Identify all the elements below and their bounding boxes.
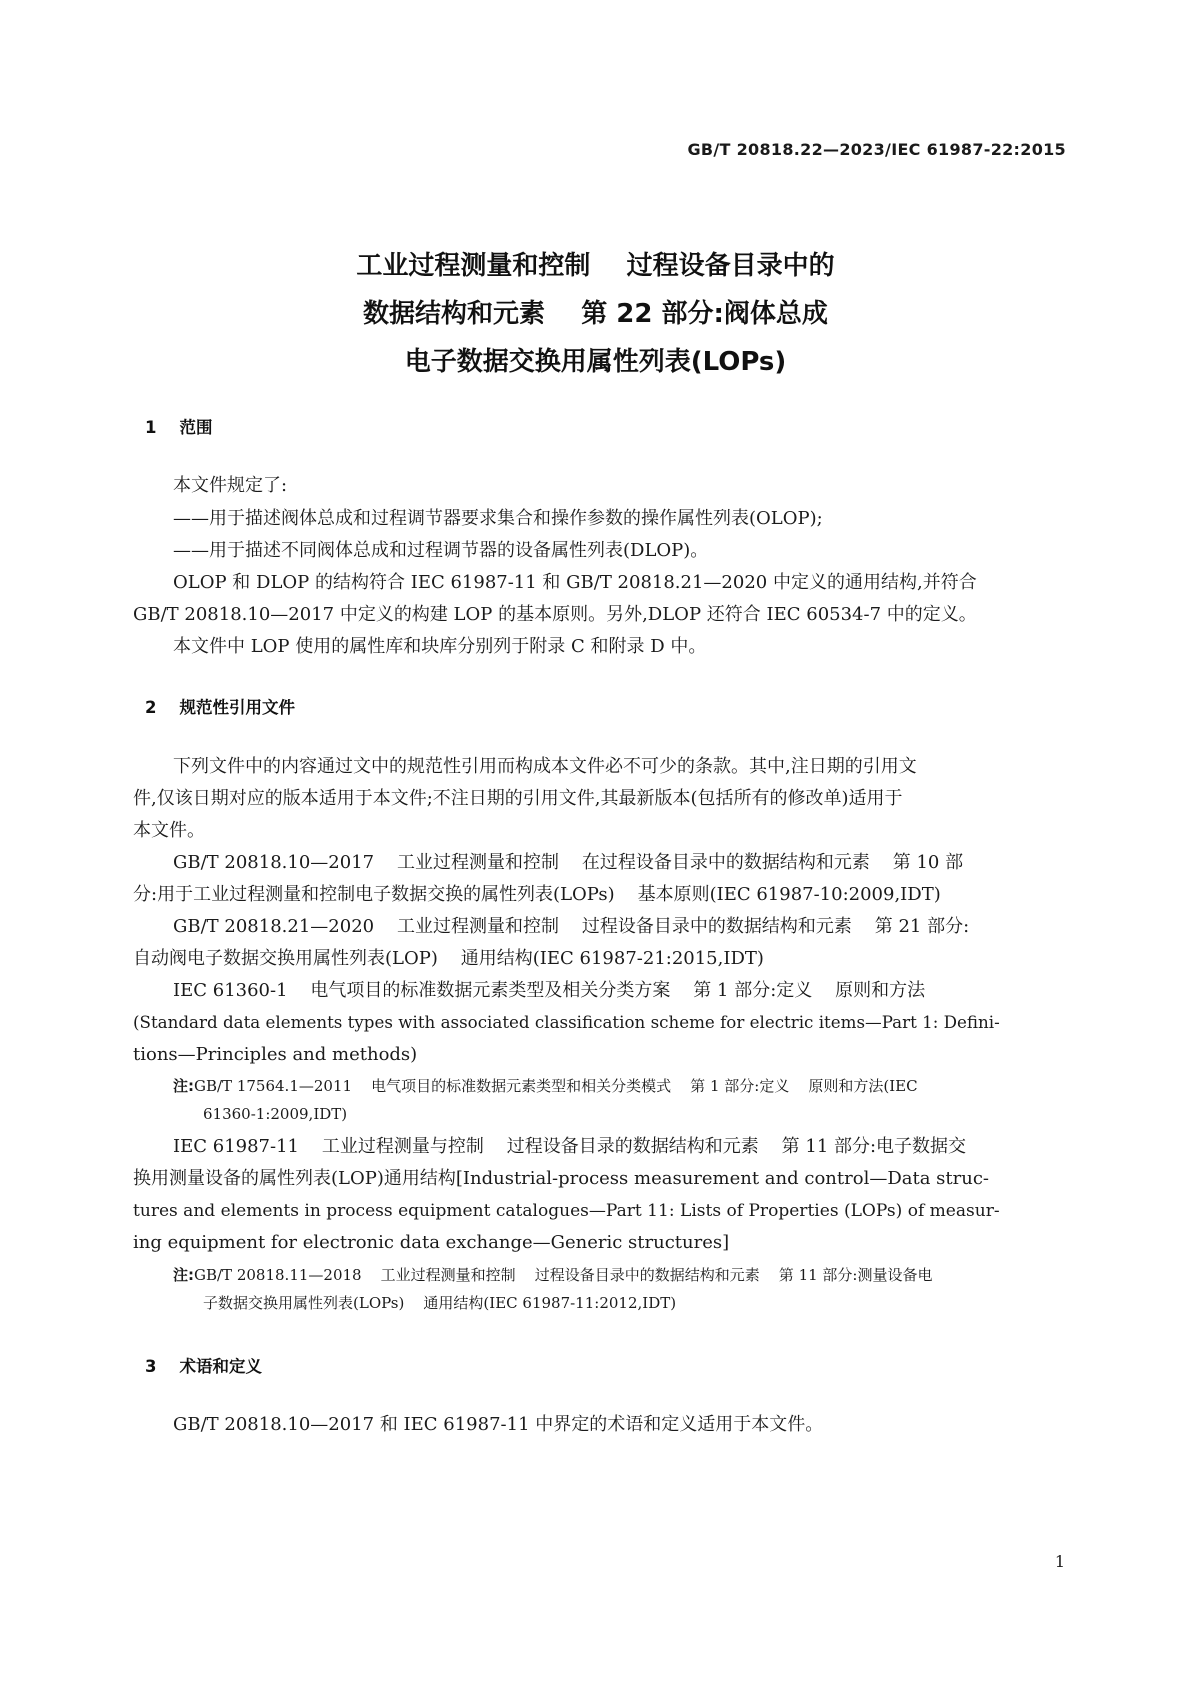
page-number: 1	[1054, 1552, 1065, 1571]
reference-line: IEC 61987-11 工业过程测量与控制 过程设备目录的数据结构和元素 第 11 部分:电子数据交	[173, 1136, 967, 1157]
paragraph-line: OLOP 和 DLOP 的结构符合 IEC 61987-11 和 GB/T 20818.21—2020 中定义的通用结构,并符合	[173, 572, 977, 593]
note-text: GB/T 20818.11—2018 工业过程测量和控制 过程设备目录中的数据结构和元素 第 11 部分:测量设备电	[194, 1266, 933, 1284]
document-title	[0, 242, 1191, 386]
reference-line: 换用测量设备的属性列表(LOP)通用结构[Industrial-process measurement and control—Data struc-	[133, 1168, 990, 1189]
title-line-3: 电子数据交换用属性列表(LOPs)	[404, 347, 787, 377]
reference-line: 分:用于工业过程测量和控制电子数据交换的属性列表(LOPs) 基本原则(IEC 61987-10:2009,IDT)	[133, 884, 941, 905]
note-continuation: 子数据交换用属性列表(LOPs) 通用结构(IEC 61987-11:2012,IDT)	[203, 1294, 677, 1312]
note-continuation: 61360-1:2009,IDT)	[203, 1105, 348, 1123]
reference-line: tures and elements in process equipment catalogues—Part 11: Lists of Properties (LOPs) of measur-	[133, 1201, 1000, 1221]
paragraph-line: GB/T 20818.10—2017 中定义的构建 LOP 的基本原则。另外,DLOP 还符合 IEC 60534-7 中的定义。	[133, 604, 977, 625]
paragraph-line: 本文件中 LOP 使用的属性库和块库分别列于附录 C 和附录 D 中。	[173, 636, 707, 657]
section-heading-normative-references: 2 规范性引用文件	[145, 698, 295, 717]
note	[173, 1264, 932, 1286]
title-line-2: 数据结构和元素 第 22 部分:阀体总成	[363, 299, 828, 329]
reference-line: ing equipment for electronic data exchange—Generic structures]	[133, 1232, 730, 1253]
paragraph-line: 本文件。	[133, 820, 205, 841]
note-text: GB/T 17564.1—2011 电气项目的标准数据元素类型和相关分类模式 第 1 部分:定义 原则和方法(IEC	[194, 1077, 918, 1095]
reference-line: tions—Principles and methods)	[133, 1044, 418, 1065]
standard-code: GB/T 20818.22—2023/IEC 61987-22:2015	[687, 140, 1066, 159]
title-line-1: 工业过程测量和控制 过程设备目录中的	[356, 251, 835, 281]
list-item: ——用于描述阀体总成和过程调节器要求集合和操作参数的操作属性列表(OLOP);	[173, 508, 823, 529]
note-label: 注:	[173, 1266, 194, 1284]
reference-line: 自动阀电子数据交换用属性列表(LOP) 通用结构(IEC 61987-21:2015,IDT)	[133, 948, 764, 969]
paragraph-line: 本文件规定了:	[173, 475, 288, 496]
reference-line: GB/T 20818.21—2020 工业过程测量和控制 过程设备目录中的数据结构和元素 第 21 部分:	[173, 916, 970, 937]
section-heading-scope: 1 范围	[145, 418, 213, 437]
paragraph-line: 件,仅该日期对应的版本适用于本文件;不注日期的引用文件,其最新版本(包括所有的修改单)适用于	[133, 788, 903, 809]
section-heading-terms-and-definitions: 3 术语和定义	[145, 1357, 262, 1376]
note-label: 注:	[173, 1077, 194, 1095]
note	[173, 1075, 918, 1097]
reference-line: IEC 61360-1 电气项目的标准数据元素类型及相关分类方案 第 1 部分:定义 原则和方法	[173, 980, 926, 1001]
paragraph-line: 下列文件中的内容通过文中的规范性引用而构成本文件必不可少的条款。其中,注日期的引用文	[173, 756, 917, 777]
reference-line: (Standard data elements types with associated classification scheme for electric items—Part 1: Defini-	[133, 1013, 1000, 1032]
reference-line: GB/T 20818.10—2017 工业过程测量和控制 在过程设备目录中的数据结构和元素 第 10 部	[173, 852, 964, 873]
list-item: ——用于描述不同阀体总成和过程调节器的设备属性列表(DLOP)。	[173, 540, 709, 561]
paragraph-line: GB/T 20818.10—2017 和 IEC 61987-11 中界定的术语和定义适用于本文件。	[173, 1414, 824, 1435]
